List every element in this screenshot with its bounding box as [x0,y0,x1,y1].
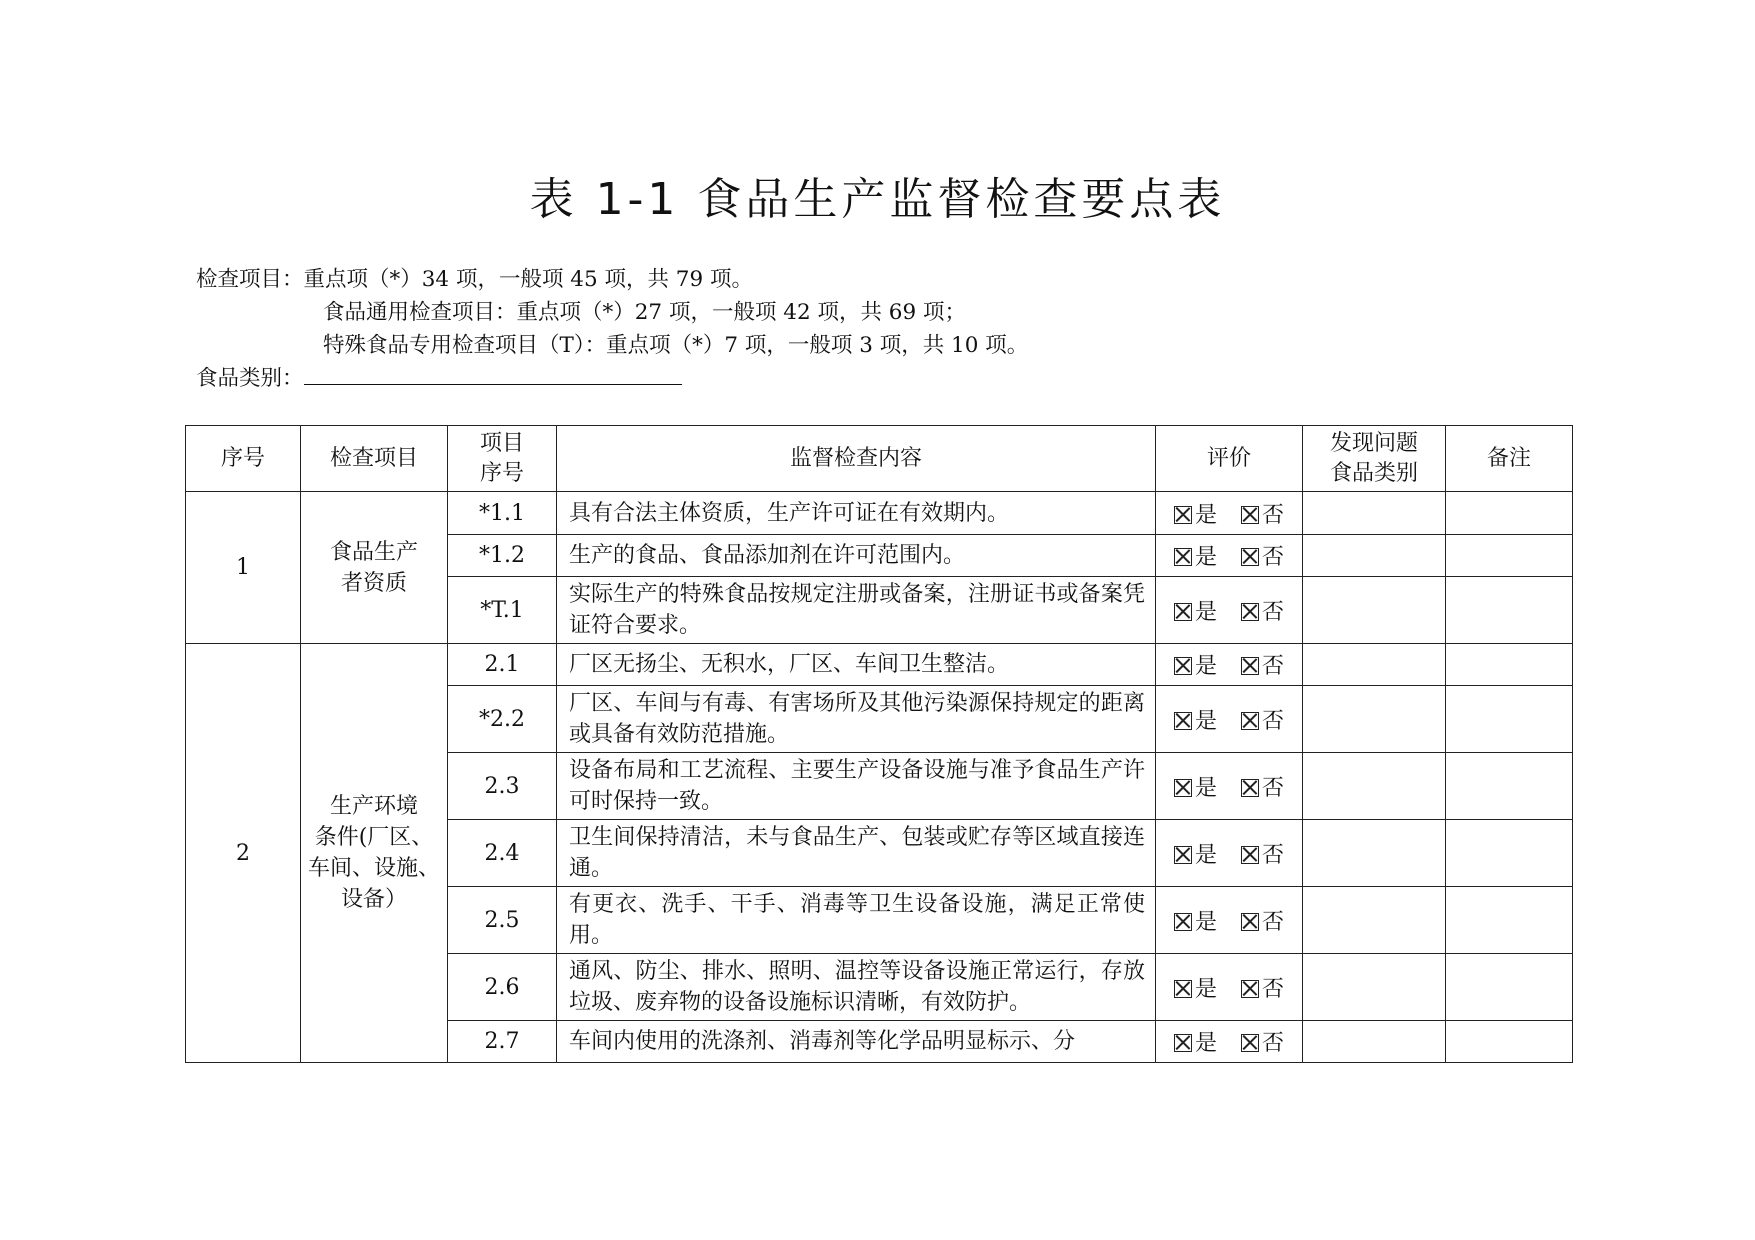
evaluation-option-label: 是 [1194,599,1217,625]
checkbox-crossed-icon[interactable] [1241,846,1259,864]
checkbox-crossed-icon[interactable] [1241,913,1259,931]
general-items-summary [196,297,966,329]
general-items-text: 食品通用检查项目：重点项（*）27 项，一般项 42 项，共 69 项； [323,300,966,325]
evaluation-option-label: 是 [1194,708,1217,734]
item-number: *1.1 [448,492,557,535]
checkbox-crossed-icon[interactable] [1241,548,1259,566]
remark-cell[interactable] [1446,644,1573,686]
evaluation-option-label: 否 [1262,909,1285,935]
evaluation-option-label: 否 [1262,654,1285,679]
checkbox-crossed-icon[interactable] [1241,657,1259,675]
inspection-summary: 检查项目：重点项（*）34 项，一般项 45 项，共 79 项。 [196,267,753,292]
remark-cell[interactable] [1446,753,1573,820]
found-issue-cell[interactable] [1303,492,1446,535]
checkbox-crossed-icon[interactable] [1241,980,1259,998]
evaluation-option-no[interactable] [1241,905,1284,936]
item-number: 2.5 [448,887,557,954]
header-found [1303,426,1446,492]
header-found-line1: 发现问题 [1329,430,1418,456]
evaluation-cell [1156,535,1303,577]
header-item-no-line2: 序号 [479,460,524,486]
food-category-blank[interactable] [304,362,682,385]
checkbox-crossed-icon[interactable] [1174,1034,1192,1052]
evaluation-cell [1156,492,1303,535]
evaluation-option-yes[interactable] [1174,595,1217,626]
evaluation-option-label: 否 [1262,842,1285,868]
evaluation-option-label: 是 [1194,775,1217,801]
page-title: 表 1-1 食品生产监督检查要点表 [529,174,1226,225]
found-issue-cell[interactable] [1303,820,1446,887]
inspection-content: 设备布局和工艺流程、主要生产设备设施与准予食品生产许可时保持一致。 [557,753,1156,820]
checkbox-crossed-icon[interactable] [1174,548,1192,566]
evaluation-option-no[interactable] [1241,1026,1284,1057]
checkbox-crossed-icon[interactable] [1174,657,1192,675]
evaluation-option-no[interactable] [1241,498,1284,529]
evaluation-option-no[interactable] [1241,540,1284,571]
checkbox-crossed-icon[interactable] [1174,506,1192,524]
inspection-content: 具有合法主体资质，生产许可证在有效期内。 [557,492,1156,535]
food-category-line [196,362,682,395]
remark-cell[interactable] [1446,686,1573,753]
evaluation-cell [1156,1021,1303,1063]
group-seq: 1 [186,492,301,644]
evaluation-cell [1156,954,1303,1021]
evaluation-option-yes[interactable] [1174,540,1217,571]
header-item-no-line1: 项目 [479,430,524,456]
header-seq: 序号 [186,426,301,492]
checkbox-crossed-icon[interactable] [1174,779,1192,797]
found-issue-cell[interactable] [1303,1021,1446,1063]
checkbox-crossed-icon[interactable] [1174,913,1192,931]
group-item-line: 者资质 [340,570,407,596]
checkbox-crossed-icon[interactable] [1241,506,1259,524]
evaluation-cell [1156,820,1303,887]
evaluation-option-label: 否 [1262,1031,1285,1056]
item-number: 2.7 [448,1021,557,1063]
evaluation-option-label: 否 [1262,976,1285,1002]
item-number: *T.1 [448,577,557,644]
checkbox-crossed-icon[interactable] [1174,980,1192,998]
found-issue-cell[interactable] [1303,535,1446,577]
evaluation-option-yes[interactable] [1174,905,1217,936]
found-issue-cell[interactable] [1303,577,1446,644]
remark-cell[interactable] [1446,535,1573,577]
inspection-content: 卫生间保持清洁，未与食品生产、包装或贮存等区域直接连通。 [557,820,1156,887]
item-number: 2.6 [448,954,557,1021]
checkbox-crossed-icon[interactable] [1241,779,1259,797]
group-item [301,492,448,644]
found-issue-cell[interactable] [1303,954,1446,1021]
remark-cell[interactable] [1446,954,1573,1021]
evaluation-cell [1156,887,1303,954]
evaluation-option-yes[interactable] [1174,498,1217,529]
header-row [186,426,1573,492]
header-item: 检查项目 [301,426,448,492]
evaluation-cell [1156,686,1303,753]
inspection-table [185,425,1573,1063]
header-found-line2: 食品类别 [1329,460,1418,486]
evaluation-option-yes[interactable] [1174,972,1217,1003]
evaluation-option-label: 否 [1262,775,1285,801]
checkbox-crossed-icon[interactable] [1174,846,1192,864]
checkbox-crossed-icon[interactable] [1241,712,1259,730]
found-issue-cell[interactable] [1303,753,1446,820]
checkbox-crossed-icon[interactable] [1241,1034,1259,1052]
item-number: 2.4 [448,820,557,887]
group-item [301,644,448,1063]
item-number: 2.3 [448,753,557,820]
evaluation-option-label: 是 [1194,1031,1217,1056]
table-body [186,492,1573,1063]
evaluation-option-label: 是 [1194,909,1217,935]
evaluation-option-no[interactable] [1241,838,1284,869]
group-item-line: 条件(厂区、 [314,825,434,850]
group-item-line: 生产环境 [329,794,418,819]
evaluation-option-yes[interactable] [1174,1026,1217,1057]
checkbox-crossed-icon[interactable] [1174,712,1192,730]
evaluation-option-label: 否 [1262,599,1285,625]
food-category-label: 食品类别： [196,366,304,391]
header-remark: 备注 [1446,426,1573,492]
inspection-content: 车间内使用的洗涤剂、消毒剂等化学品明显标示、分 [557,1021,1156,1063]
evaluation-cell [1156,753,1303,820]
group-item-line: 设备） [340,887,407,912]
found-issue-cell[interactable] [1303,644,1446,686]
inspection-content: 厂区、车间与有毒、有害场所及其他污染源保持规定的距离或具备有效防范措施。 [557,686,1156,753]
remark-cell[interactable] [1446,820,1573,887]
evaluation-option-label: 是 [1194,502,1217,528]
table-row [186,492,1573,535]
evaluation-option-no[interactable] [1241,649,1284,680]
evaluation-option-label: 否 [1262,708,1285,734]
evaluation-option-label: 是 [1194,976,1217,1002]
evaluation-cell [1156,644,1303,686]
evaluation-option-label: 是 [1194,842,1217,868]
evaluation-option-no[interactable] [1241,595,1284,626]
inspection-content: 有更衣、洗手、干手、消毒等卫生设备设施，满足正常使用。 [557,887,1156,954]
item-number: *1.2 [448,535,557,577]
remark-cell[interactable] [1446,577,1573,644]
inspection-content: 实际生产的特殊食品按规定注册或备案，注册证书或备案凭证符合要求。 [557,577,1156,644]
group-seq: 2 [186,644,301,1063]
evaluation-option-label: 否 [1262,502,1285,528]
evaluation-option-no[interactable] [1241,972,1284,1003]
found-issue-cell[interactable] [1303,887,1446,954]
evaluation-option-label: 否 [1262,545,1285,570]
remark-cell[interactable] [1446,492,1573,535]
header-item-no [448,426,557,492]
evaluation-option-no[interactable] [1241,704,1284,735]
remark-cell[interactable] [1446,887,1573,954]
item-number: *2.2 [448,686,557,753]
evaluation-option-yes[interactable] [1174,771,1217,802]
checkbox-crossed-icon[interactable] [1174,603,1192,621]
evaluation-option-label: 是 [1194,654,1217,679]
inspection-content: 厂区无扬尘、无积水，厂区、车间卫生整洁。 [557,644,1156,686]
evaluation-option-label: 是 [1194,545,1217,570]
item-number: 2.1 [448,644,557,686]
evaluation-option-yes[interactable] [1174,704,1217,735]
remark-cell[interactable] [1446,1021,1573,1063]
header-evaluation: 评价 [1156,426,1303,492]
inspection-content: 生产的食品、食品添加剂在许可范围内。 [557,535,1156,577]
evaluation-cell [1156,577,1303,644]
inspection-content: 通风、防尘、排水、照明、温控等设备设施正常运行，存放垃圾、废弃物的设备设施标识清晰，有效防护。 [557,954,1156,1021]
special-items-text: 特殊食品专用检查项目（T）：重点项（*）7 项，一般项 3 项，共 10 项。 [323,333,1029,358]
group-item-line: 车间、设施、 [307,856,440,881]
table-row [186,644,1573,686]
evaluation-option-yes[interactable] [1174,838,1217,869]
evaluation-option-no[interactable] [1241,771,1284,802]
checkbox-crossed-icon[interactable] [1241,603,1259,621]
header-content: 监督检查内容 [557,426,1156,492]
group-item-line: 食品生产 [329,539,418,565]
found-issue-cell[interactable] [1303,686,1446,753]
evaluation-option-yes[interactable] [1174,649,1217,680]
special-items-summary [196,330,1028,362]
